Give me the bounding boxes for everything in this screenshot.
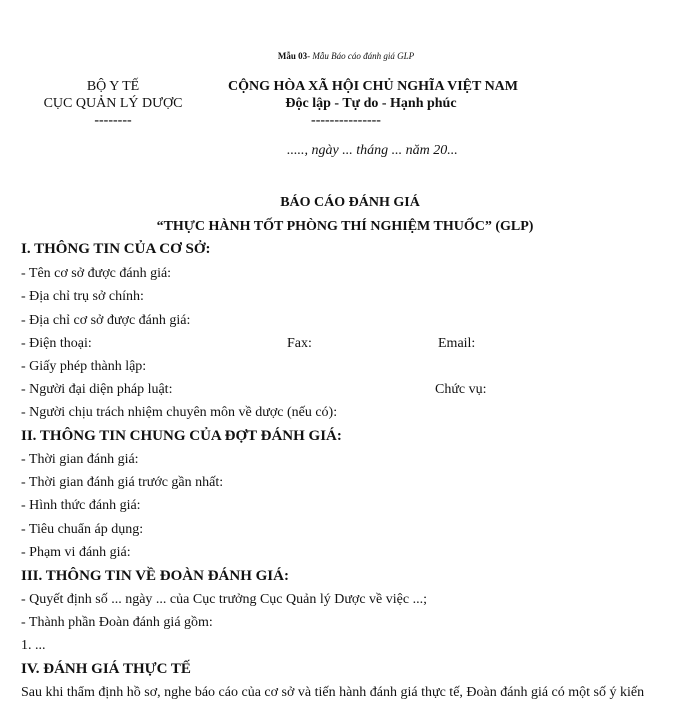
- section4-heading: IV. ĐÁNH GIÁ THỰC TẾ: [21, 661, 191, 677]
- form-code-label: Mẫu 03: [277, 51, 308, 61]
- facility-address-line: - Địa chỉ cơ sở được đánh giá:: [21, 313, 191, 328]
- form-code: [278, 51, 414, 61]
- phone-line: - Điện thoại:: [21, 336, 92, 351]
- assessment-form-line: - Hình thức đánh giá:: [21, 498, 141, 513]
- members-line: - Thành phần Đoàn đánh giá gồm:: [21, 615, 213, 630]
- email-label: Email:: [438, 336, 476, 351]
- report-subtitle: “THỰC HÀNH TỐT PHÒNG THÍ NGHIỆM THUỐC” (GLP): [156, 219, 534, 234]
- head-office-line: - Địa chỉ trụ sở chính:: [21, 289, 144, 304]
- report-title: BÁO CÁO ĐÁNH GIÁ: [280, 195, 420, 210]
- right-header-rule: ---------------: [311, 113, 381, 128]
- form-code-description: - Mẫu Báo cáo đánh giá GLP: [307, 51, 415, 61]
- section2-heading: II. THÔNG TIN CHUNG CỦA ĐỢT ĐÁNH GIÁ:: [21, 428, 342, 444]
- license-line: - Giấy phép thành lập:: [21, 359, 147, 374]
- member-1-line: 1. ...: [21, 638, 46, 653]
- scope-line: - Phạm vi đánh giá:: [21, 545, 131, 560]
- national-motto: Độc lập - Tự do - Hạnh phúc: [285, 96, 457, 111]
- decision-line: - Quyết định số ... ngày ... của Cục trưởng Cục Quản lý Dược về việc ...;: [21, 592, 427, 607]
- left-header-rule: --------: [94, 113, 132, 128]
- country-name: CỘNG HÒA XÃ HỘI CHỦ NGHĨA VIỆT NAM: [227, 79, 519, 94]
- position-label: Chức vụ:: [435, 382, 487, 397]
- section1-heading: I. THÔNG TIN CỦA CƠ SỞ:: [21, 241, 211, 257]
- facility-name-line: - Tên cơ sở được đánh giá:: [21, 266, 172, 281]
- assessment-time-line: - Thời gian đánh giá:: [21, 452, 139, 467]
- ministry-name: BỘ Y TẾ: [86, 79, 140, 94]
- standard-line: - Tiêu chuẩn áp dụng:: [21, 522, 144, 537]
- pharmacist-line: - Người chịu trách nhiệm chuyên môn về dược (nếu có):: [21, 405, 338, 420]
- date-line: ....., ngày ... tháng ... năm 20...: [287, 143, 458, 158]
- department-name: CỤC QUẢN LÝ DƯỢC: [43, 96, 183, 111]
- section4-intro: Sau khi thẩm định hồ sơ, nghe báo cáo của cơ sở và tiến hành đánh giá thực tế, Đoàn đánh giá có một số ý kiến: [21, 685, 645, 700]
- last-assessment-time-line: - Thời gian đánh giá trước gần nhất:: [21, 475, 224, 490]
- section3-heading: III. THÔNG TIN VỀ ĐOÀN ĐÁNH GIÁ:: [21, 568, 289, 584]
- legal-rep-line: - Người đại diện pháp luật:: [21, 382, 173, 397]
- fax-label: Fax:: [287, 336, 312, 351]
